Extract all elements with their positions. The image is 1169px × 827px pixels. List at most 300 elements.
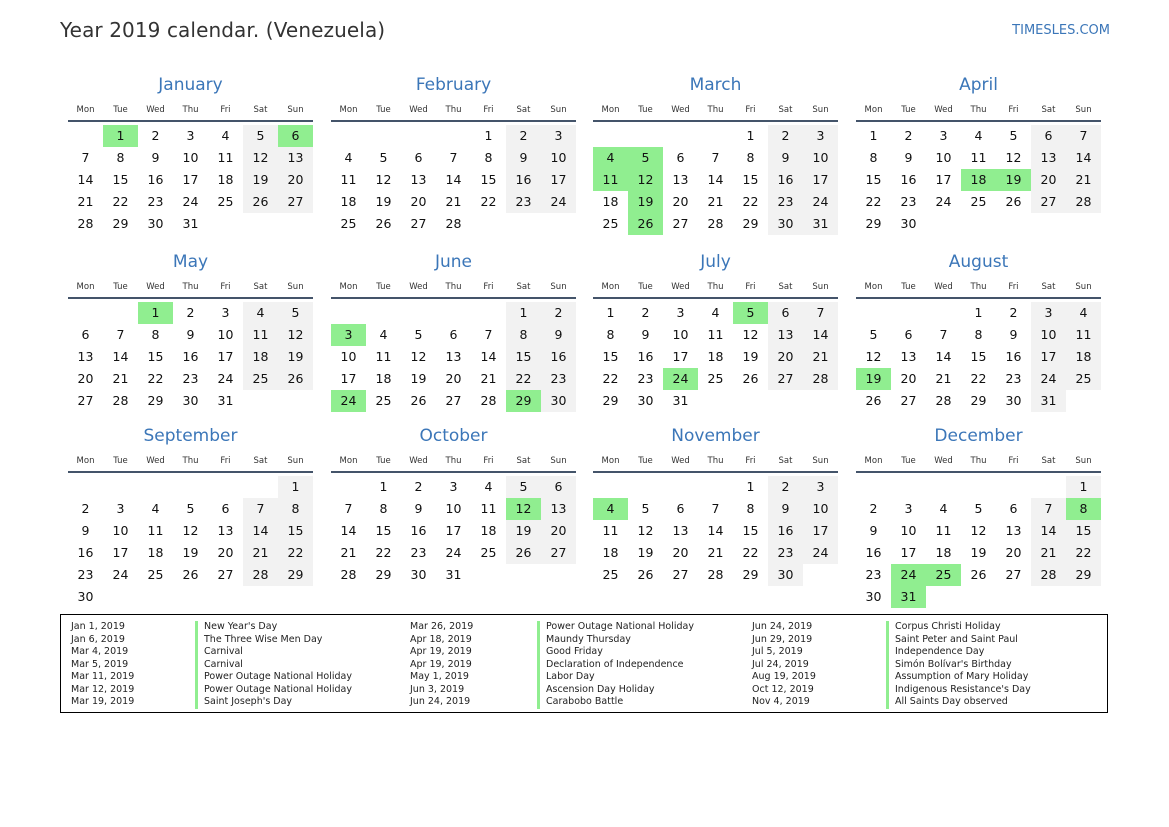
day-cell: 16 bbox=[147, 172, 164, 187]
day-cell: 26 bbox=[742, 371, 759, 386]
day-cell: 11 bbox=[935, 523, 952, 538]
weekday-label: Wed bbox=[409, 105, 428, 115]
holiday-day-cell: 31 bbox=[891, 586, 926, 608]
day-cell: 20 bbox=[1005, 545, 1022, 560]
weekday-label: Fri bbox=[220, 105, 231, 115]
day-cell: 24 bbox=[803, 191, 838, 213]
day-cell: 23 bbox=[147, 194, 164, 209]
day-cell: 19 bbox=[637, 545, 654, 560]
day-cell: 10 bbox=[445, 501, 462, 516]
day-cell: 16 bbox=[77, 545, 94, 560]
day-cell: 17 bbox=[182, 172, 199, 187]
site-link[interactable]: TIMESLES.COM bbox=[1012, 23, 1110, 38]
weekday-label: Mon bbox=[339, 456, 358, 466]
day-cell: 14 bbox=[1066, 147, 1101, 169]
day-cell: 11 bbox=[970, 150, 987, 165]
day-cell: 30 bbox=[768, 213, 803, 235]
day-cell: 4 bbox=[221, 128, 230, 143]
day-cell: 29 bbox=[865, 216, 882, 231]
weekday-label: Tue bbox=[638, 456, 653, 466]
holiday-day-cell: 19 bbox=[856, 368, 891, 390]
weekday-label: Sun bbox=[287, 282, 304, 292]
weekday-label: Tue bbox=[901, 456, 916, 466]
weekday-label: Sun bbox=[287, 105, 304, 115]
day-cell: 14 bbox=[445, 172, 462, 187]
weekday-label: Sat bbox=[516, 456, 531, 466]
day-cell: 5 bbox=[1009, 128, 1018, 143]
day-cell: 12 bbox=[243, 147, 278, 169]
day-cell: 22 bbox=[112, 194, 129, 209]
day-cell: 7 bbox=[1031, 498, 1066, 520]
day-cell: 1 bbox=[1066, 476, 1101, 498]
day-cell: 26 bbox=[278, 368, 313, 390]
day-cell: 2 bbox=[506, 125, 541, 147]
day-cell: 24 bbox=[112, 567, 129, 582]
day-cell: 27 bbox=[768, 368, 803, 390]
holiday-day-cell: 19 bbox=[996, 169, 1031, 191]
weekday-label: Sun bbox=[812, 105, 829, 115]
day-cell: 25 bbox=[602, 216, 619, 231]
day-cell: 3 bbox=[803, 476, 838, 498]
day-cell: 29 bbox=[147, 393, 164, 408]
day-cell: 22 bbox=[278, 542, 313, 564]
day-cell: 12 bbox=[970, 523, 987, 538]
legend-date: Nov 4, 2019 bbox=[752, 696, 810, 707]
day-cell: 29 bbox=[742, 567, 759, 582]
day-cell: 11 bbox=[707, 327, 724, 342]
day-cell: 30 bbox=[637, 393, 654, 408]
day-cell: 18 bbox=[602, 194, 619, 209]
weekday-label: Wed bbox=[146, 282, 165, 292]
legend-date: Jun 29, 2019 bbox=[752, 633, 813, 645]
day-cell: 9 bbox=[506, 147, 541, 169]
holiday-day-cell: 19 bbox=[628, 191, 663, 213]
day-cell: 13 bbox=[1031, 147, 1066, 169]
day-cell: 5 bbox=[243, 125, 278, 147]
day-cell: 7 bbox=[803, 302, 838, 324]
day-cell: 30 bbox=[77, 589, 94, 604]
day-cell: 21 bbox=[243, 542, 278, 564]
day-cell: 28 bbox=[1031, 564, 1066, 586]
day-cell: 6 bbox=[768, 302, 803, 324]
day-cell: 29 bbox=[742, 216, 759, 231]
day-cell: 11 bbox=[1066, 324, 1101, 346]
day-cell: 18 bbox=[243, 346, 278, 368]
legend-holiday-name: Power Outage National Holiday bbox=[195, 671, 352, 684]
day-cell: 26 bbox=[970, 567, 987, 582]
legend-holiday-name: Ascension Day Holiday bbox=[537, 684, 654, 697]
legend-date: Apr 19, 2019 bbox=[410, 646, 472, 657]
day-cell: 25 bbox=[375, 393, 392, 408]
day-cell: 12 bbox=[278, 324, 313, 346]
weekday-label: Wed bbox=[934, 282, 953, 292]
weekday-header bbox=[68, 105, 313, 122]
weekday-label: Fri bbox=[220, 456, 231, 466]
day-cell: 7 bbox=[449, 150, 458, 165]
day-cell: 31 bbox=[672, 393, 689, 408]
day-cell: 3 bbox=[1031, 302, 1066, 324]
day-cell: 17 bbox=[935, 172, 952, 187]
weekday-label: Sun bbox=[550, 456, 567, 466]
month-name: November bbox=[671, 426, 760, 446]
day-cell: 8 bbox=[151, 327, 160, 342]
day-cell: 8 bbox=[116, 150, 125, 165]
day-cell: 27 bbox=[217, 567, 234, 582]
holiday-day-cell: 24 bbox=[663, 368, 698, 390]
weekday-label: Thu bbox=[182, 456, 199, 466]
weekday-label: Sat bbox=[253, 105, 268, 115]
day-cell: 5 bbox=[278, 302, 313, 324]
day-cell: 13 bbox=[900, 349, 917, 364]
day-cell: 15 bbox=[602, 349, 619, 364]
day-cell: 25 bbox=[970, 194, 987, 209]
day-cell: 19 bbox=[375, 194, 392, 209]
weekday-label: Sun bbox=[550, 282, 567, 292]
day-cell: 1 bbox=[379, 479, 388, 494]
day-cell: 29 bbox=[375, 567, 392, 582]
day-cell: 3 bbox=[221, 305, 230, 320]
legend-date: Mar 11, 2019 bbox=[71, 671, 135, 682]
day-cell: 14 bbox=[803, 324, 838, 346]
weekday-label: Fri bbox=[483, 456, 494, 466]
day-cell: 27 bbox=[1005, 567, 1022, 582]
day-cell: 4 bbox=[711, 305, 720, 320]
legend-holiday-name: Carabobo Battle bbox=[537, 696, 623, 709]
day-cell: 7 bbox=[243, 498, 278, 520]
day-cell: 5 bbox=[506, 476, 541, 498]
weekday-label: Sun bbox=[550, 105, 567, 115]
day-cell: 28 bbox=[1066, 191, 1101, 213]
day-cell: 20 bbox=[768, 346, 803, 368]
day-cell: 29 bbox=[602, 393, 619, 408]
day-cell: 28 bbox=[77, 216, 94, 231]
legend-holiday-name: Declaration of Independence bbox=[537, 659, 684, 672]
holiday-day-cell: 26 bbox=[628, 213, 663, 235]
legend-date: Jun 3, 2019 bbox=[410, 683, 465, 695]
day-cell: 31 bbox=[217, 393, 234, 408]
holiday-day-cell: 11 bbox=[593, 169, 628, 191]
weekday-label: Mon bbox=[601, 282, 620, 292]
day-cell: 13 bbox=[217, 523, 234, 538]
weekday-label: Sat bbox=[1041, 282, 1056, 292]
day-cell: 9 bbox=[414, 501, 423, 516]
day-cell: 23 bbox=[506, 191, 541, 213]
legend-holiday-name: Power Outage National Holiday bbox=[537, 621, 694, 634]
day-cell: 8 bbox=[484, 150, 493, 165]
day-cell: 16 bbox=[541, 346, 576, 368]
day-cell: 18 bbox=[707, 349, 724, 364]
legend-holiday-name: Simón Bolívar's Birthday bbox=[886, 659, 1012, 672]
legend-holiday-name: The Three Wise Men Day bbox=[195, 634, 322, 647]
weekday-header bbox=[856, 282, 1101, 299]
day-cell: 6 bbox=[449, 327, 458, 342]
day-cell: 9 bbox=[869, 523, 878, 538]
day-cell: 20 bbox=[410, 194, 427, 209]
day-cell: 4 bbox=[379, 327, 388, 342]
day-cell: 22 bbox=[970, 371, 987, 386]
weekday-label: Thu bbox=[707, 282, 724, 292]
holiday-day-cell: 6 bbox=[278, 125, 313, 147]
month-name: September bbox=[143, 426, 238, 446]
day-cell: 15 bbox=[147, 349, 164, 364]
day-cell: 23 bbox=[1005, 371, 1022, 386]
weekday-label: Fri bbox=[745, 456, 756, 466]
day-cell: 18 bbox=[375, 371, 392, 386]
day-cell: 30 bbox=[541, 390, 576, 412]
day-cell: 27 bbox=[672, 216, 689, 231]
weekday-label: Tue bbox=[113, 456, 128, 466]
day-cell: 14 bbox=[707, 172, 724, 187]
day-cell: 18 bbox=[217, 172, 234, 187]
legend-date: May 1, 2019 bbox=[410, 671, 469, 682]
day-cell: 25 bbox=[217, 194, 234, 209]
day-cell: 19 bbox=[243, 169, 278, 191]
day-cell: 10 bbox=[1031, 324, 1066, 346]
weekday-label: Mon bbox=[601, 456, 620, 466]
day-cell: 19 bbox=[506, 520, 541, 542]
day-cell: 15 bbox=[742, 172, 759, 187]
weekday-label: Wed bbox=[671, 456, 690, 466]
weekday-label: Mon bbox=[339, 105, 358, 115]
day-cell: 25 bbox=[340, 216, 357, 231]
weekday-label: Wed bbox=[146, 456, 165, 466]
weekday-header bbox=[331, 282, 576, 299]
legend-holiday-name: Assumption of Mary Holiday bbox=[886, 671, 1028, 684]
day-cell: 14 bbox=[243, 520, 278, 542]
day-cell: 6 bbox=[904, 327, 913, 342]
weekday-label: Sun bbox=[812, 456, 829, 466]
day-cell: 15 bbox=[278, 520, 313, 542]
day-cell: 4 bbox=[974, 128, 983, 143]
day-cell: 10 bbox=[935, 150, 952, 165]
day-cell: 8 bbox=[869, 150, 878, 165]
day-cell: 25 bbox=[1066, 368, 1101, 390]
day-cell: 9 bbox=[186, 327, 195, 342]
day-cell: 27 bbox=[672, 567, 689, 582]
holiday-legend bbox=[60, 614, 1108, 713]
weekday-label: Fri bbox=[745, 282, 756, 292]
legend-holiday-name: Independence Day bbox=[886, 646, 984, 659]
day-cell: 4 bbox=[151, 501, 160, 516]
legend-holiday-name: Good Friday bbox=[537, 646, 603, 659]
legend-holiday-name: Carnival bbox=[195, 659, 243, 672]
legend-holiday-name: All Saints Day observed bbox=[886, 696, 1008, 709]
holiday-day-cell: 1 bbox=[103, 125, 138, 147]
day-cell: 23 bbox=[900, 194, 917, 209]
weekday-label: Mon bbox=[601, 105, 620, 115]
day-cell: 19 bbox=[970, 545, 987, 560]
holiday-day-cell: 25 bbox=[926, 564, 961, 586]
weekday-header bbox=[331, 456, 576, 473]
day-cell: 8 bbox=[278, 498, 313, 520]
day-cell: 17 bbox=[541, 169, 576, 191]
weekday-header bbox=[68, 282, 313, 299]
day-cell: 2 bbox=[81, 501, 90, 516]
day-cell: 16 bbox=[768, 520, 803, 542]
day-cell: 2 bbox=[641, 305, 650, 320]
day-cell: 1 bbox=[484, 128, 493, 143]
weekday-label: Mon bbox=[76, 105, 95, 115]
day-cell: 3 bbox=[541, 125, 576, 147]
day-cell: 4 bbox=[344, 150, 353, 165]
day-cell: 7 bbox=[81, 150, 90, 165]
day-cell: 5 bbox=[379, 150, 388, 165]
day-cell: 3 bbox=[939, 128, 948, 143]
day-cell: 7 bbox=[939, 327, 948, 342]
day-cell: 22 bbox=[1066, 542, 1101, 564]
day-cell: 13 bbox=[77, 349, 94, 364]
day-cell: 12 bbox=[637, 523, 654, 538]
day-cell: 5 bbox=[186, 501, 195, 516]
day-cell: 9 bbox=[1009, 327, 1018, 342]
day-cell: 22 bbox=[506, 368, 541, 390]
holiday-day-cell: 1 bbox=[138, 302, 173, 324]
weekday-label: Wed bbox=[409, 282, 428, 292]
weekday-header bbox=[593, 456, 838, 473]
legend-holiday-name: Saint Joseph's Day bbox=[195, 696, 292, 709]
weekday-label: Mon bbox=[76, 456, 95, 466]
day-cell: 6 bbox=[1031, 125, 1066, 147]
day-cell: 29 bbox=[1066, 564, 1101, 586]
legend-holiday-name: Saint Peter and Saint Paul bbox=[886, 634, 1018, 647]
day-cell: 19 bbox=[182, 545, 199, 560]
day-cell: 25 bbox=[147, 567, 164, 582]
day-cell: 21 bbox=[707, 545, 724, 560]
day-cell: 22 bbox=[865, 194, 882, 209]
day-cell: 26 bbox=[637, 567, 654, 582]
day-cell: 28 bbox=[112, 393, 129, 408]
day-cell: 21 bbox=[803, 346, 838, 368]
holiday-day-cell: 29 bbox=[506, 390, 541, 412]
legend-date: Apr 18, 2019 bbox=[410, 633, 472, 645]
weekday-header bbox=[593, 282, 838, 299]
legend-holiday-name: Power Outage National Holiday bbox=[195, 684, 352, 697]
weekday-header bbox=[593, 105, 838, 122]
day-cell: 1 bbox=[506, 302, 541, 324]
day-cell: 20 bbox=[541, 520, 576, 542]
day-cell: 29 bbox=[112, 216, 129, 231]
day-cell: 17 bbox=[340, 371, 357, 386]
day-cell: 24 bbox=[445, 545, 462, 560]
day-cell: 6 bbox=[414, 150, 423, 165]
day-cell: 13 bbox=[278, 147, 313, 169]
day-cell: 4 bbox=[1066, 302, 1101, 324]
day-cell: 27 bbox=[410, 216, 427, 231]
day-cell: 20 bbox=[900, 371, 917, 386]
day-cell: 30 bbox=[182, 393, 199, 408]
day-cell: 3 bbox=[676, 305, 685, 320]
day-cell: 8 bbox=[379, 501, 388, 516]
day-cell: 27 bbox=[541, 542, 576, 564]
day-cell: 21 bbox=[935, 371, 952, 386]
weekday-label: Tue bbox=[113, 105, 128, 115]
day-cell: 9 bbox=[768, 147, 803, 169]
day-cell: 31 bbox=[182, 216, 199, 231]
day-cell: 21 bbox=[1066, 169, 1101, 191]
day-cell: 22 bbox=[742, 194, 759, 209]
weekday-label: Fri bbox=[745, 105, 756, 115]
day-cell: 23 bbox=[77, 567, 94, 582]
day-cell: 16 bbox=[506, 169, 541, 191]
day-cell: 12 bbox=[182, 523, 199, 538]
day-cell: 24 bbox=[803, 542, 838, 564]
weekday-label: Thu bbox=[445, 282, 462, 292]
legend-date: Mar 26, 2019 bbox=[410, 621, 474, 632]
day-cell: 2 bbox=[541, 302, 576, 324]
weekday-label: Wed bbox=[146, 105, 165, 115]
weekday-label: Sat bbox=[1041, 456, 1056, 466]
day-cell: 23 bbox=[410, 545, 427, 560]
day-cell: 5 bbox=[641, 501, 650, 516]
day-cell: 19 bbox=[410, 371, 427, 386]
day-cell: 6 bbox=[541, 476, 576, 498]
legend-date: Aug 19, 2019 bbox=[752, 671, 816, 682]
day-cell: 14 bbox=[340, 523, 357, 538]
day-cell: 30 bbox=[865, 589, 882, 604]
weekday-label: Thu bbox=[182, 282, 199, 292]
weekday-label: Thu bbox=[445, 105, 462, 115]
day-cell: 28 bbox=[935, 393, 952, 408]
day-cell: 24 bbox=[935, 194, 952, 209]
day-cell: 15 bbox=[112, 172, 129, 187]
day-cell: 10 bbox=[803, 147, 838, 169]
weekday-label: Wed bbox=[671, 105, 690, 115]
legend-date: Apr 19, 2019 bbox=[410, 658, 472, 670]
day-cell: 3 bbox=[186, 128, 195, 143]
day-cell: 17 bbox=[672, 349, 689, 364]
day-cell: 11 bbox=[147, 523, 164, 538]
day-cell: 16 bbox=[182, 349, 199, 364]
day-cell: 27 bbox=[77, 393, 94, 408]
day-cell: 7 bbox=[711, 150, 720, 165]
day-cell: 9 bbox=[768, 498, 803, 520]
day-cell: 5 bbox=[414, 327, 423, 342]
day-cell: 23 bbox=[865, 567, 882, 582]
holiday-day-cell: 24 bbox=[891, 564, 926, 586]
day-cell: 8 bbox=[606, 327, 615, 342]
weekday-label: Mon bbox=[864, 105, 883, 115]
day-cell: 3 bbox=[803, 125, 838, 147]
day-cell: 13 bbox=[445, 349, 462, 364]
day-cell: 16 bbox=[768, 169, 803, 191]
weekday-label: Mon bbox=[864, 282, 883, 292]
legend-date: Jun 24, 2019 bbox=[410, 696, 471, 707]
legend-holiday-name: Indigenous Resistance's Day bbox=[886, 684, 1031, 697]
day-cell: 3 bbox=[116, 501, 125, 516]
day-cell: 2 bbox=[904, 128, 913, 143]
day-cell: 17 bbox=[445, 523, 462, 538]
day-cell: 18 bbox=[935, 545, 952, 560]
day-cell: 11 bbox=[375, 349, 392, 364]
day-cell: 28 bbox=[707, 216, 724, 231]
day-cell: 19 bbox=[278, 346, 313, 368]
day-cell: 10 bbox=[672, 327, 689, 342]
month-name: February bbox=[415, 75, 492, 95]
day-cell: 13 bbox=[672, 523, 689, 538]
day-cell: 21 bbox=[1031, 542, 1066, 564]
day-cell: 7 bbox=[344, 501, 353, 516]
legend-date: Jun 24, 2019 bbox=[752, 621, 813, 632]
day-cell: 16 bbox=[865, 545, 882, 560]
weekday-label: Fri bbox=[1008, 282, 1019, 292]
day-cell: 21 bbox=[445, 194, 462, 209]
day-cell: 1 bbox=[278, 476, 313, 498]
weekday-label: Sat bbox=[778, 282, 793, 292]
day-cell: 1 bbox=[746, 479, 755, 494]
holiday-day-cell: 5 bbox=[628, 147, 663, 169]
day-cell: 18 bbox=[602, 545, 619, 560]
day-cell: 31 bbox=[803, 213, 838, 235]
